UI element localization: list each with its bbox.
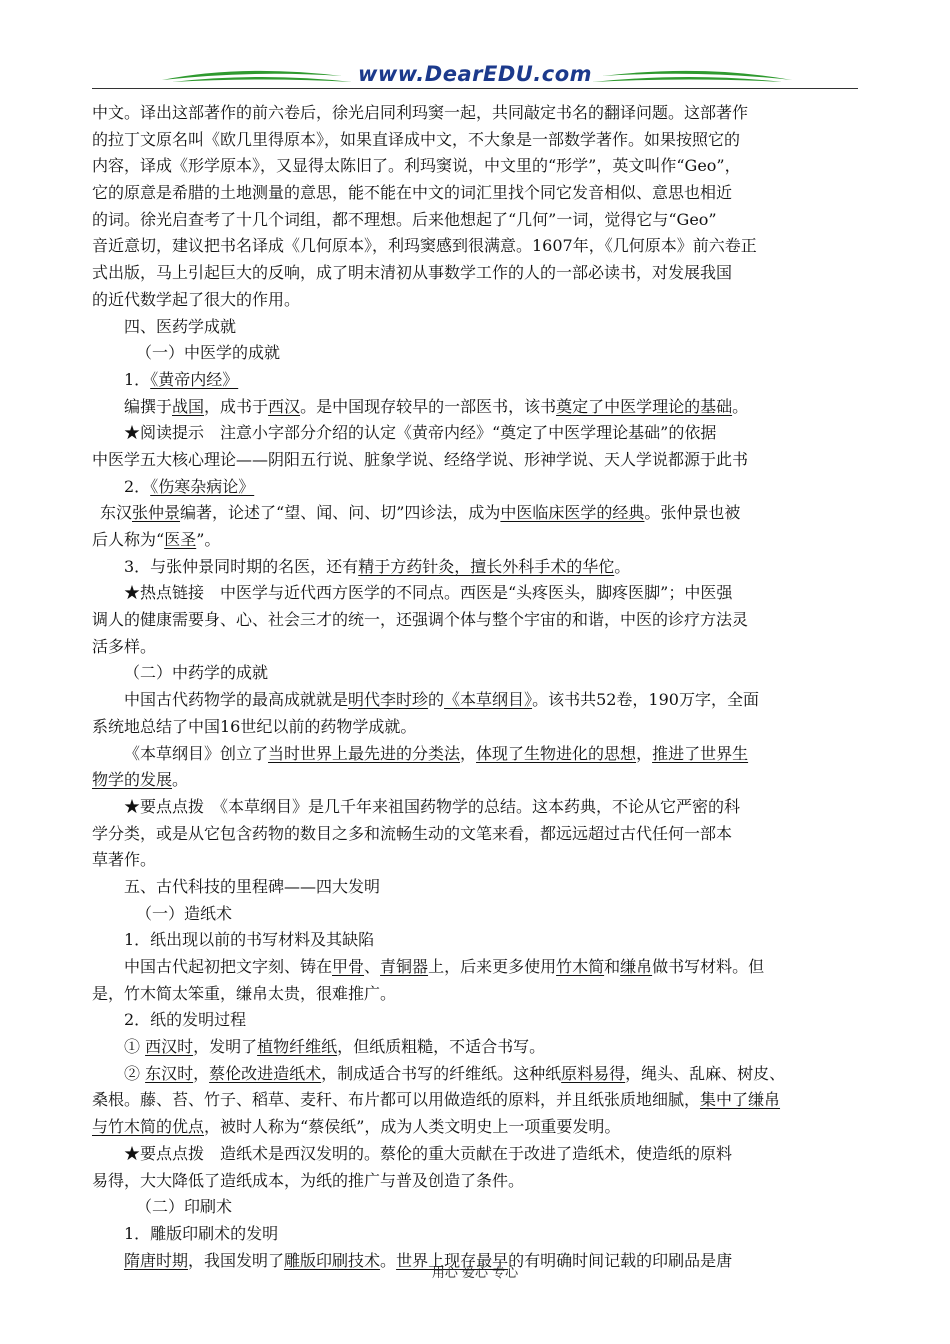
paragraph-line: 隋唐时期，我国发明了雕版印刷技术。世界上现存最早的有明确时间记载的印刷品是唐 xyxy=(124,1250,733,1270)
header-divider xyxy=(92,88,858,89)
paragraph-line: 物学的发展。 xyxy=(92,770,189,790)
paragraph-line: 音近意切，建议把书名译成《几何原本》，利玛窦感到很满意。1607年，《几何原本》前六卷正 xyxy=(92,236,757,256)
paragraph-line: 的拉丁文原名叫《欧几里得原本》，如果直译成中文，不大象是一部数学著作。如果按照它的 xyxy=(92,129,741,149)
subsection-heading: （一）中医学的成就 xyxy=(136,343,281,363)
subsection-heading: （二）中药学的成就 xyxy=(124,663,269,683)
list-item: 3．与张仲景同时期的名医，还有精于方药针灸，擅长外科手术的华佗。 xyxy=(124,556,631,576)
list-item: 1．《黄帝内经》 xyxy=(124,369,239,389)
reading-tip: ★阅读提示 注意小字部分介绍的认定《黄帝内经》“奠定了中医学理论基础”的依据 xyxy=(124,423,717,443)
list-item: 2．《伤寒杂病论》 xyxy=(124,476,255,496)
key-point-note: ★要点点拨 造纸术是西汉发明的。蔡伦的重大贡献在于改进了造纸术，使造纸的原料 xyxy=(124,1143,733,1163)
section-heading: 四、医药学成就 xyxy=(124,316,237,336)
paragraph-line: 的近代数学起了很大的作用。 xyxy=(92,289,301,309)
paragraph-line: 东汉张仲景编著，论述了“望、闻、问、切”四诊法，成为中医临床医学的经典。张仲景也被 xyxy=(100,503,741,523)
paragraph-line: 草著作。 xyxy=(92,850,157,870)
paragraph-line: 桑根。藤、苔、竹子、稻草、麦秆、布片都可以用做造纸的原料，并且纸张质地细腻，集中了缣帛 xyxy=(92,1090,781,1110)
paragraph-line: 中国古代起初把文字刻、铸在甲骨、青铜器上，后来更多使用竹木简和缣帛做书写材料。但 xyxy=(124,957,765,976)
site-logo-text: www.DearEDU.com xyxy=(357,62,593,86)
paragraph-line: 中文。译出这部著作的前六卷后，徐光启同利玛窦一起，共同敲定书名的翻译问题。这部著作 xyxy=(92,103,749,122)
paragraph-line: 的词。徐光启查考了十几个词组，都不理想。后来他想起了“几何”一词，觉得它与“Geo” xyxy=(92,209,717,229)
paragraph-line: 它的原意是希腊的土地测量的意思，能不能在中文的词汇里找个同它发音相似、意思也相近 xyxy=(92,183,733,203)
key-point-note: ★要点点拨 《本草纲目》是几千年来祖国药物学的总结。这本药典，不论从它严密的科 xyxy=(124,796,741,816)
paragraph-line: 易得，大大降低了造纸成本，为纸的推广与普及创造了条件。 xyxy=(92,1170,525,1190)
paragraph-line: 式出版，马上引起巨大的反响，成了明末清初从事数学工作的人的一部必读书，对发展我国 xyxy=(92,263,733,283)
list-item: 1．雕版印刷术的发明 xyxy=(124,1223,279,1243)
paragraph-line: 内容，译成《形学原本》，又显得太陈旧了。利玛窦说，中文里的“形学”，英文叫作“Geo”， xyxy=(92,156,741,176)
paragraph-line: 与竹木简的优点，被时人称为“蔡侯纸”，成为人类文明史上一项重要发明。 xyxy=(92,1117,621,1137)
paragraph-line: 系统地总结了中国16世纪以前的药物学成就。 xyxy=(92,716,417,736)
page-footer: 用心 爱心 专心 xyxy=(431,1266,519,1281)
paragraph-line: 调人的健康需要身、心、社会三才的统一，还强调个体与整个宇宙的和谐，中医的诊疗方法灵 xyxy=(92,610,749,630)
paragraph-line: 《本草纲目》创立了当时世界上最先进的分类法，体现了生物进化的思想，推进了世界生 xyxy=(124,743,749,763)
paragraph-line: 中医学五大核心理论——阴阳五行说、脏象学说、经络学说、形神学说、天人学说都源于此书 xyxy=(92,449,749,469)
paragraph-line: 后人称为“医圣”。 xyxy=(92,530,221,549)
paragraph-line: 是，竹木简太笨重，缣帛太贵，很难推广。 xyxy=(92,983,397,1003)
paragraph-line: ② 东汉时，蔡伦改进造纸术，制成适合书写的纤维纸。这种纸原料易得，绳头、乱麻、树皮、 xyxy=(124,1063,786,1083)
hot-link-note: ★热点链接 中医学与近代西方医学的不同点。西医是“头疼医头，脚疼医脚”；中医强 xyxy=(124,583,733,603)
section-heading: 五、古代科技的里程碑——四大发明 xyxy=(124,876,381,896)
paragraph-line: ① 西汉时，发明了植物纤维纸，但纸质粗糙，不适合书写。 xyxy=(124,1037,546,1057)
paragraph-line: 活多样。 xyxy=(92,636,157,656)
list-item: 2．纸的发明过程 xyxy=(124,1010,247,1030)
document-body xyxy=(92,100,862,1274)
subsection-heading: （二）印刷术 xyxy=(136,1197,233,1217)
list-item: 1．纸出现以前的书写材料及其缺陷 xyxy=(124,930,375,950)
paragraph-line: 学分类，或是从它包含药物的数目之多和流畅生动的文笔来看，都远远超过古代任何一部本 xyxy=(92,823,733,843)
subsection-heading: （一）造纸术 xyxy=(136,903,233,923)
paragraph-line: 编撰于战国，成书于西汉。是中国现存较早的一部医书，该书奠定了中医学理论的基础。 xyxy=(124,396,749,416)
paragraph-line: 中国古代药物学的最高成就就是明代李时珍的《本草纲目》。该书共52卷，190万字，全面 xyxy=(124,690,759,710)
